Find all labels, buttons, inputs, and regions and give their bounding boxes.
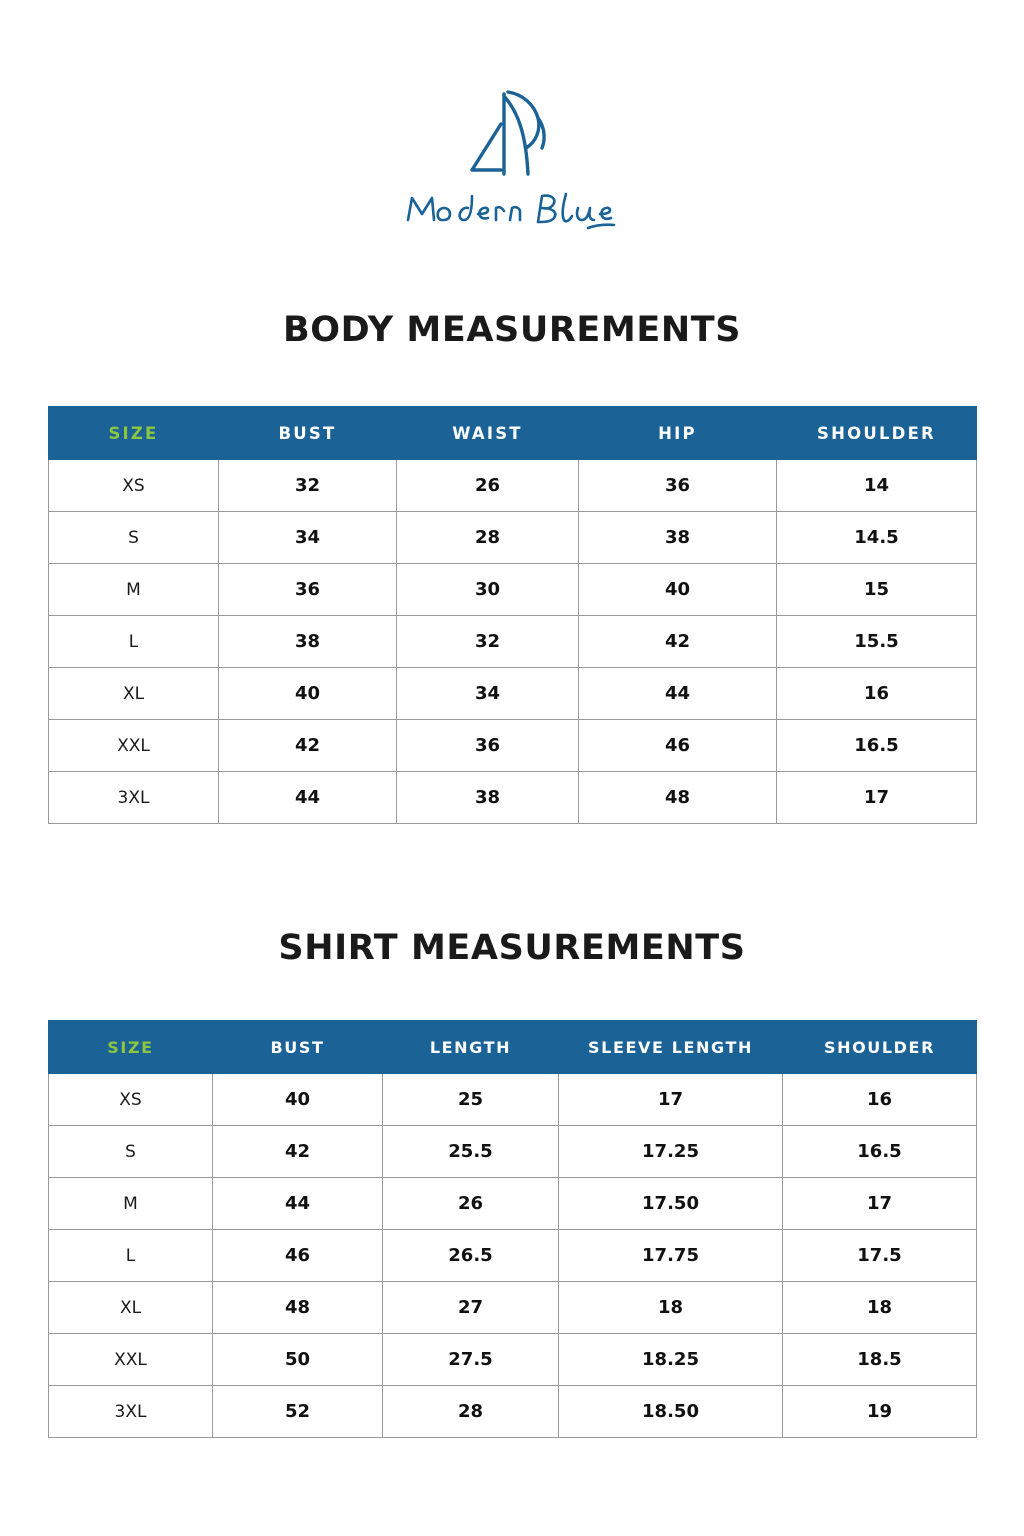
table-row	[49, 564, 977, 616]
table-row	[49, 1074, 977, 1126]
body-measurements-title: BODY MEASUREMENTS	[282, 310, 742, 350]
cell-size: XXL	[49, 1334, 213, 1386]
cell-shoulder: 17	[783, 1178, 977, 1230]
cell-shoulder: 16.5	[783, 1126, 977, 1178]
cell-bust: 32	[219, 460, 397, 512]
brand-logo	[0, 0, 1024, 232]
cell-length: 26	[383, 1178, 559, 1230]
cell-sleeve-length: 18.50	[559, 1386, 783, 1438]
column-header-bust: BUST	[219, 407, 397, 460]
cell-size: M	[49, 1178, 213, 1230]
body-measurements-table	[48, 406, 977, 824]
table-body	[49, 460, 977, 824]
cell-shoulder: 17	[777, 772, 977, 824]
column-header-size: SIZE	[49, 1021, 213, 1074]
cell-shoulder: 15	[777, 564, 977, 616]
column-header-sleeve-length: SLEEVE LENGTH	[559, 1021, 783, 1074]
cell-bust: 52	[213, 1386, 383, 1438]
cell-bust: 48	[213, 1282, 383, 1334]
table-row	[49, 772, 977, 824]
column-header-shoulder: SHOULDER	[783, 1021, 977, 1074]
cell-length: 27	[383, 1282, 559, 1334]
cell-bust: 40	[213, 1074, 383, 1126]
sailboat-icon	[452, 78, 572, 190]
cell-length: 25.5	[383, 1126, 559, 1178]
cell-shoulder: 19	[783, 1386, 977, 1438]
cell-size: XXL	[49, 720, 219, 772]
cell-hip: 42	[579, 616, 777, 668]
cell-shoulder: 16	[783, 1074, 977, 1126]
cell-hip: 48	[579, 772, 777, 824]
shirt-measurements-table	[48, 1020, 977, 1438]
cell-shoulder: 16.5	[777, 720, 977, 772]
cell-size: XS	[49, 460, 219, 512]
table-row	[49, 668, 977, 720]
cell-waist: 34	[397, 668, 579, 720]
body-measurements-table-wrap	[0, 406, 1024, 824]
table-row	[49, 460, 977, 512]
cell-bust: 46	[213, 1230, 383, 1282]
cell-hip: 46	[579, 720, 777, 772]
cell-sleeve-length: 18.25	[559, 1334, 783, 1386]
cell-shoulder: 18.5	[783, 1334, 977, 1386]
cell-waist: 28	[397, 512, 579, 564]
table-header-row	[49, 1021, 977, 1074]
cell-shoulder: 15.5	[777, 616, 977, 668]
column-header-shoulder: SHOULDER	[777, 407, 977, 460]
cell-bust: 44	[213, 1178, 383, 1230]
cell-hip: 36	[579, 460, 777, 512]
cell-size: L	[49, 616, 219, 668]
cell-size: 3XL	[49, 772, 219, 824]
table-row	[49, 720, 977, 772]
cell-waist: 38	[397, 772, 579, 824]
cell-bust: 38	[219, 616, 397, 668]
column-header-size: SIZE	[49, 407, 219, 460]
cell-shoulder: 16	[777, 668, 977, 720]
cell-sleeve-length: 17.25	[559, 1126, 783, 1178]
cell-hip: 40	[579, 564, 777, 616]
cell-bust: 44	[219, 772, 397, 824]
column-header-bust: BUST	[213, 1021, 383, 1074]
cell-size: M	[49, 564, 219, 616]
cell-shoulder: 18	[783, 1282, 977, 1334]
table-header-row	[49, 407, 977, 460]
cell-size: S	[49, 512, 219, 564]
table-row	[49, 1386, 977, 1438]
cell-bust: 40	[219, 668, 397, 720]
cell-sleeve-length: 17.75	[559, 1230, 783, 1282]
cell-length: 26.5	[383, 1230, 559, 1282]
table-row	[49, 1126, 977, 1178]
column-header-length: LENGTH	[383, 1021, 559, 1074]
table-row	[49, 1178, 977, 1230]
table-row	[49, 1334, 977, 1386]
cell-bust: 42	[219, 720, 397, 772]
shirt-measurements-table-wrap	[0, 1020, 1024, 1438]
cell-size: XL	[49, 1282, 213, 1334]
column-header-hip: HIP	[579, 407, 777, 460]
cell-bust: 42	[213, 1126, 383, 1178]
cell-size: 3XL	[49, 1386, 213, 1438]
cell-bust: 50	[213, 1334, 383, 1386]
cell-size: S	[49, 1126, 213, 1178]
cell-length: 28	[383, 1386, 559, 1438]
cell-waist: 30	[397, 564, 579, 616]
cell-size: L	[49, 1230, 213, 1282]
cell-hip: 38	[579, 512, 777, 564]
cell-waist: 36	[397, 720, 579, 772]
column-header-waist: WAIST	[397, 407, 579, 460]
cell-shoulder: 14.5	[777, 512, 977, 564]
cell-bust: 34	[219, 512, 397, 564]
cell-length: 25	[383, 1074, 559, 1126]
cell-waist: 32	[397, 616, 579, 668]
brand-wordmark	[402, 186, 622, 232]
cell-sleeve-length: 18	[559, 1282, 783, 1334]
cell-sleeve-length: 17.50	[559, 1178, 783, 1230]
table-row	[49, 512, 977, 564]
cell-shoulder: 17.5	[783, 1230, 977, 1282]
table-header	[49, 1021, 977, 1074]
table-body	[49, 1074, 977, 1438]
table-header	[49, 407, 977, 460]
cell-size: XS	[49, 1074, 213, 1126]
cell-bust: 36	[219, 564, 397, 616]
table-row	[49, 1282, 977, 1334]
cell-waist: 26	[397, 460, 579, 512]
cell-size: XL	[49, 668, 219, 720]
cell-hip: 44	[579, 668, 777, 720]
table-row	[49, 616, 977, 668]
table-row	[49, 1230, 977, 1282]
cell-sleeve-length: 17	[559, 1074, 783, 1126]
cell-shoulder: 14	[777, 460, 977, 512]
cell-length: 27.5	[383, 1334, 559, 1386]
shirt-measurements-title: SHIRT MEASUREMENTS	[278, 928, 746, 968]
